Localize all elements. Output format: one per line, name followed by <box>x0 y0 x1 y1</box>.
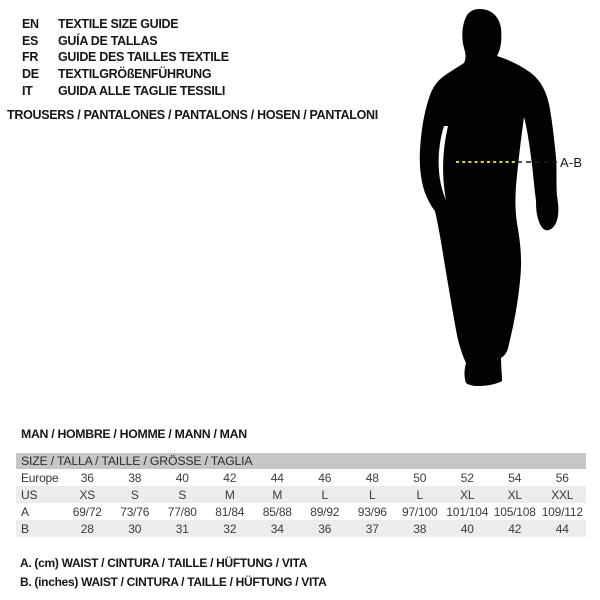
footnote-a: A. (cm) WAIST / CINTURA / TAILLE / HÜFTUNG / VITA <box>20 555 308 570</box>
man-silhouette-svg <box>410 0 600 400</box>
lang-code: FR <box>22 50 39 65</box>
table-row-us <box>16 486 586 503</box>
lang-text: GUIDE DES TAILLES TEXTILE <box>58 50 229 65</box>
row-label: Europe <box>21 470 59 485</box>
lang-row-es <box>22 33 229 50</box>
cell: 38 <box>128 470 142 485</box>
lang-code: DE <box>22 67 39 82</box>
cell: 32 <box>206 520 254 537</box>
cell: 97/100 <box>401 504 438 519</box>
cell: 40 <box>444 520 492 537</box>
cell: 89/92 <box>310 504 340 519</box>
footnote-b: B. (inches) WAIST / CINTURA / TAILLE / HÜFTUNG / VITA <box>20 575 327 590</box>
cell: 50 <box>413 470 427 485</box>
lang-code: EN <box>22 17 39 32</box>
cell: XS <box>64 486 112 503</box>
garment-heading: TROUSERS / PANTALONES / PANTALONS / HOSEN / PANTALONI <box>7 108 378 122</box>
cell: 42 <box>223 470 237 485</box>
cell: 101/104 <box>446 504 489 519</box>
table-row-europe <box>16 469 586 486</box>
lang-row-en <box>22 16 229 33</box>
cell: 54 <box>508 470 522 485</box>
cell: 28 <box>64 520 112 537</box>
row-label: B <box>16 520 64 537</box>
cell: 109/112 <box>541 504 583 519</box>
measurement-footnotes <box>20 553 327 592</box>
man-silhouette-figure <box>410 0 600 400</box>
lang-text: GUÍA DE TALLAS <box>58 33 158 48</box>
lang-text: TEXTILE SIZE GUIDE <box>58 17 179 32</box>
lang-row-it <box>22 82 229 99</box>
cell: L <box>301 486 349 503</box>
size-table <box>16 453 586 537</box>
row-label: A <box>21 504 29 519</box>
cell: 81/84 <box>215 504 245 519</box>
cell: XL <box>491 486 539 503</box>
cell: M <box>254 486 302 503</box>
language-legend <box>22 16 229 99</box>
size-table-header: SIZE / TALLA / TAILLE / GRÖSSE / TAGLIA <box>16 453 586 469</box>
cell: M <box>206 486 254 503</box>
cell: 37 <box>349 520 397 537</box>
cell: 34 <box>254 520 302 537</box>
cell: 46 <box>318 470 332 485</box>
cell: 40 <box>175 470 189 485</box>
cell: 48 <box>365 470 379 485</box>
lang-text: TEXTILGRÖßENFÜHRUNG <box>58 67 212 82</box>
cell: 93/96 <box>357 504 387 519</box>
cell: 42 <box>491 520 539 537</box>
cell: XXL <box>539 486 587 503</box>
cell: 38 <box>396 520 444 537</box>
lang-text: GUIDA ALLE TAGLIE TESSILI <box>58 83 226 98</box>
cell: 52 <box>460 470 474 485</box>
cell: 36 <box>80 470 94 485</box>
size-table-header-row <box>16 453 586 469</box>
row-label: US <box>16 486 64 503</box>
cell: 105/108 <box>493 504 536 519</box>
cell: 31 <box>159 520 207 537</box>
cell: L <box>349 486 397 503</box>
cell: S <box>111 486 159 503</box>
lang-row-fr <box>22 49 229 66</box>
lang-code: ES <box>22 33 39 48</box>
cell: 69/72 <box>72 504 102 519</box>
waist-measure-label: A-B <box>560 155 583 170</box>
cell: 85/88 <box>262 504 292 519</box>
table-row-b-inches <box>16 520 586 537</box>
table-row-a-cm <box>16 503 586 520</box>
cell: 44 <box>270 470 284 485</box>
cell: S <box>159 486 207 503</box>
section-heading: MAN / HOMBRE / HOMME / MANN / MAN <box>21 427 247 441</box>
cell: 73/76 <box>120 504 150 519</box>
cell: L <box>396 486 444 503</box>
cell: XL <box>444 486 492 503</box>
lang-code: IT <box>22 83 33 98</box>
cell: 56 <box>555 470 569 485</box>
cell: 77/80 <box>167 504 197 519</box>
cell: 44 <box>539 520 587 537</box>
cell: 36 <box>301 520 349 537</box>
cell: 30 <box>111 520 159 537</box>
lang-row-de <box>22 66 229 83</box>
man-silhouette <box>420 9 559 386</box>
